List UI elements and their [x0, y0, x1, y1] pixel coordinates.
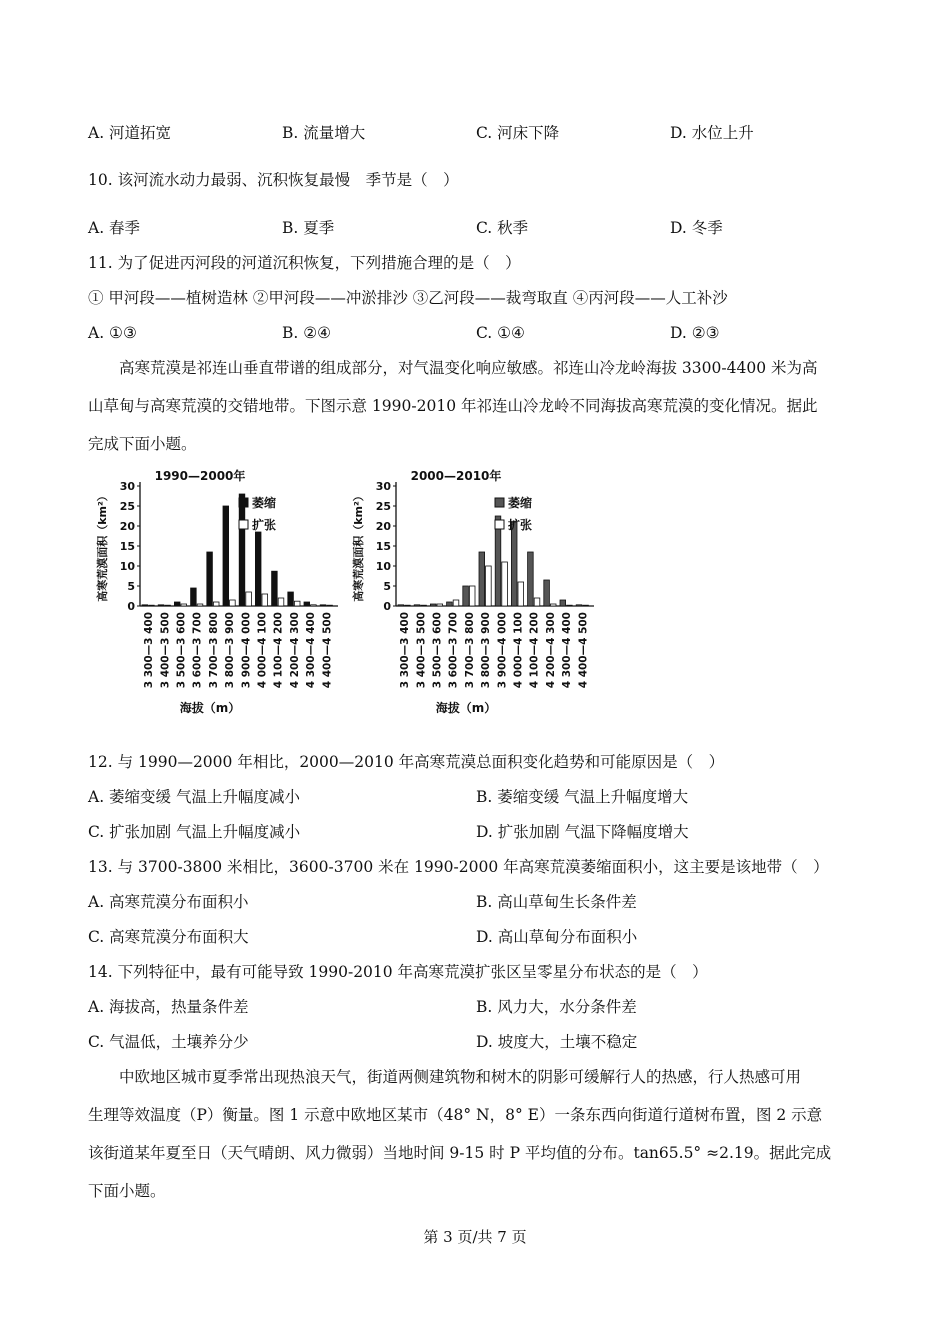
- legend-label: 扩张: [252, 518, 277, 532]
- y-tick-label: 20: [119, 520, 135, 533]
- bar-shrink: [528, 552, 534, 606]
- legend-swatch: [495, 520, 504, 529]
- x-tick-label: 4 100—4 200: [272, 612, 285, 689]
- bar-expand: [149, 605, 155, 606]
- option-b[interactable]: B. 流量增大: [282, 124, 366, 142]
- y-tick-label: 30: [119, 480, 135, 493]
- bar-expand: [518, 582, 524, 606]
- y-tick-label: 10: [119, 560, 135, 573]
- legend-swatch: [495, 498, 504, 507]
- chart-title: 1990—2000年: [154, 469, 246, 483]
- option-d[interactable]: D. 高山草甸分布面积小: [476, 928, 638, 946]
- option-b[interactable]: B. ②④: [282, 324, 332, 342]
- option-c[interactable]: C. 河床下降: [476, 124, 560, 142]
- x-tick-label: 3 500—3 600: [175, 612, 188, 689]
- q12-stem: 12. 与 1990—2000 年相比，2000—2010 年高寒荒漠总面积变化趋势和可能原因是（ ）: [88, 753, 725, 771]
- y-tick-label: 15: [119, 540, 135, 553]
- bar-expand: [230, 600, 236, 606]
- y-tick-label: 25: [375, 500, 391, 513]
- x-tick-label: 3 800—3 900: [480, 612, 493, 689]
- passage-line: 该街道某年夏至日（天气晴朗、风力微弱）当地时间 9-15 时 P 平均值的分布。tan65.5° ≈2.19。据此完成: [88, 1144, 832, 1162]
- x-tick-label: 4 200—4 300: [544, 612, 557, 689]
- bar-expand: [486, 566, 492, 606]
- bar-expand: [262, 594, 268, 606]
- x-tick-label: 4 000—4 100: [256, 612, 269, 689]
- bar-shrink: [223, 506, 229, 606]
- x-tick-label: 4 000—4 100: [512, 612, 525, 689]
- option-c[interactable]: C. 高寒荒漠分布面积大: [88, 928, 249, 946]
- legend-swatch: [239, 498, 248, 507]
- bar-expand: [583, 605, 589, 606]
- option-d[interactable]: D. 扩张加剧 气温下降幅度增大: [476, 823, 689, 841]
- bar-shrink: [288, 592, 294, 606]
- page-footer: 第 3 页/共 7 页: [423, 1228, 527, 1246]
- x-tick-label: 4 300—4 400: [561, 612, 574, 689]
- x-tick-label: 4 300—4 400: [305, 612, 318, 689]
- option-d[interactable]: D. 水位上升: [670, 124, 754, 142]
- x-tick-label: 3 300—3 400: [143, 612, 156, 689]
- bar-expand: [278, 598, 284, 606]
- bar-expand: [453, 600, 459, 606]
- bar-shrink: [560, 600, 566, 606]
- option-b[interactable]: B. 高山草甸生长条件差: [476, 893, 637, 911]
- option-c[interactable]: C. 扩张加剧 气温上升幅度减小: [88, 823, 301, 841]
- y-tick-label: 5: [383, 580, 391, 593]
- bar-shrink: [447, 602, 453, 606]
- x-tick-label: 3 600—3 700: [447, 612, 460, 689]
- bar-shrink: [430, 604, 436, 606]
- legend-swatch: [239, 520, 248, 529]
- x-tick-label: 3 600—3 700: [191, 612, 204, 689]
- bar-shrink: [511, 522, 517, 606]
- passage-heat-wave: [88, 1058, 860, 1210]
- bar-expand: [294, 601, 300, 606]
- y-tick-label: 0: [383, 600, 391, 613]
- x-tick-label: 3 900—4 000: [496, 612, 509, 689]
- x-tick-label: 4 400—4 500: [577, 612, 590, 689]
- bar-expand: [534, 598, 540, 606]
- option-b[interactable]: B. 风力大，水分条件差: [476, 998, 637, 1016]
- legend-label: 萎缩: [252, 496, 277, 510]
- option-c[interactable]: C. 气温低，土壤养分少: [88, 1033, 249, 1051]
- bar-expand: [327, 605, 333, 606]
- legend-label: 萎缩: [508, 496, 533, 510]
- chart-2000-2010: [348, 462, 594, 720]
- q11-items: ① 甲河段——植树造林 ②甲河段——冲淤排沙 ③乙河段——裁弯取直 ④丙河段——人工补沙: [88, 289, 728, 307]
- option-d[interactable]: D. 冬季: [670, 219, 723, 237]
- bar-expand: [165, 605, 171, 606]
- bar-shrink: [191, 588, 197, 606]
- y-axis-label: 高寒荒漠面积（km²）: [352, 490, 365, 602]
- bar-expand: [181, 604, 187, 606]
- bar-shrink: [207, 552, 213, 606]
- y-tick-label: 5: [127, 580, 135, 593]
- passage-line: 完成下面小题。: [88, 435, 197, 453]
- bar-expand: [405, 605, 411, 606]
- x-tick-label: 3 700—3 800: [463, 612, 476, 689]
- bar-shrink: [544, 580, 550, 606]
- y-axis-label: 高寒荒漠面积（km²）: [96, 490, 109, 602]
- x-tick-label: 3 500—3 600: [431, 612, 444, 689]
- chart-title: 2000—2010年: [410, 469, 502, 483]
- bar-expand: [567, 605, 573, 606]
- bar-shrink: [479, 552, 485, 606]
- passage-line: 高寒荒漠是祁连山垂直带谱的组成部分，对气温变化响应敏感。祁连山冷龙岭海拔 3300-4400 米为高: [119, 359, 818, 377]
- x-axis-label: 海拔（m）: [179, 701, 241, 715]
- q14-stem: 14. 下列特征中，最有可能导致 1990-2010 年高寒荒漠扩张区呈零星分布状态的是（ ）: [88, 963, 708, 981]
- x-tick-label: 3 900—4 000: [240, 612, 253, 689]
- option-b[interactable]: B. 夏季: [282, 219, 335, 237]
- option-b[interactable]: B. 萎缩变缓 气温上升幅度增大: [476, 788, 689, 806]
- passage-line: 生理等效温度（P）衡量。图 1 示意中欧地区某市（48° N，8° E）一条东西向街道行道树布置，图 2 示意: [88, 1106, 823, 1124]
- option-a[interactable]: A. 萎缩变缓 气温上升幅度减小: [88, 788, 300, 806]
- bar-shrink: [304, 602, 310, 606]
- x-tick-label: 3 400—3 500: [415, 612, 428, 689]
- passage-line: 下面小题。: [88, 1182, 166, 1200]
- bar-expand: [213, 602, 219, 606]
- option-a[interactable]: A. ①③: [88, 324, 137, 342]
- x-tick-label: 3 400—3 500: [159, 612, 172, 689]
- x-tick-label: 4 100—4 200: [528, 612, 541, 689]
- x-tick-label: 3 300—3 400: [399, 612, 412, 689]
- bar-expand: [550, 604, 556, 606]
- bar-shrink: [142, 605, 148, 606]
- passage-line: 山草甸与高寒荒漠的交错地带。下图示意 1990-2010 年祁连山冷龙岭不同海拔高寒荒漠的变化情况。据此: [88, 397, 818, 415]
- y-tick-label: 30: [375, 480, 391, 493]
- bar-shrink: [463, 586, 469, 606]
- y-tick-label: 20: [375, 520, 391, 533]
- option-c[interactable]: C. 秋季: [476, 219, 529, 237]
- bar-shrink: [255, 532, 261, 606]
- y-tick-label: 10: [375, 560, 391, 573]
- option-c[interactable]: C. ①④: [476, 324, 525, 342]
- bar-shrink: [174, 602, 180, 606]
- q10-stem: 10. 该河流水动力最弱、沉积恢复最慢 季节是（ ）: [88, 171, 459, 189]
- bar-shrink: [398, 605, 404, 606]
- option-a[interactable]: A. 河道拓宽: [88, 124, 172, 142]
- bar-expand: [311, 605, 317, 606]
- bar-expand: [421, 605, 427, 606]
- y-tick-label: 25: [119, 500, 135, 513]
- q13-stem: 13. 与 3700-3800 米相比，3600-3700 米在 1990-2000 年高寒荒漠萎缩面积小，这主要是该地带（ ）: [88, 858, 829, 876]
- passage-alpine-desert: [88, 349, 860, 463]
- bar-shrink: [320, 605, 326, 606]
- bar-expand: [437, 604, 443, 606]
- chart-1990-2000: [92, 462, 338, 720]
- bar-shrink: [414, 605, 420, 606]
- bar-expand: [502, 562, 508, 606]
- q11-stem: 11. 为了促进丙河段的河道沉积恢复，下列措施合理的是（ ）: [88, 254, 521, 272]
- x-axis-label: 海拔（m）: [435, 701, 497, 715]
- y-tick-label: 0: [127, 600, 135, 613]
- x-tick-label: 3 700—3 800: [207, 612, 220, 689]
- option-a[interactable]: A. 春季: [88, 219, 141, 237]
- option-a[interactable]: A. 高寒荒漠分布面积小: [88, 893, 249, 911]
- option-d[interactable]: D. 坡度大，土壤不稳定: [476, 1033, 638, 1051]
- y-tick-label: 15: [375, 540, 391, 553]
- bar-expand: [246, 592, 252, 606]
- bar-shrink: [576, 605, 582, 606]
- option-a[interactable]: A. 海拔高，热量条件差: [88, 998, 249, 1016]
- legend-label: 扩张: [508, 518, 533, 532]
- bar-shrink: [158, 605, 164, 606]
- x-tick-label: 3 800—3 900: [224, 612, 237, 689]
- x-tick-label: 4 200—4 300: [288, 612, 301, 689]
- bar-expand: [469, 586, 475, 606]
- x-tick-label: 4 400—4 500: [321, 612, 334, 689]
- option-d[interactable]: D. ②③: [670, 324, 720, 342]
- bar-expand: [197, 604, 203, 606]
- bar-shrink: [239, 494, 245, 606]
- bar-shrink: [272, 571, 278, 606]
- passage-line: 中欧地区城市夏季常出现热浪天气，街道两侧建筑物和树木的阴影可缓解行人的热感，行人热感可用: [119, 1068, 802, 1086]
